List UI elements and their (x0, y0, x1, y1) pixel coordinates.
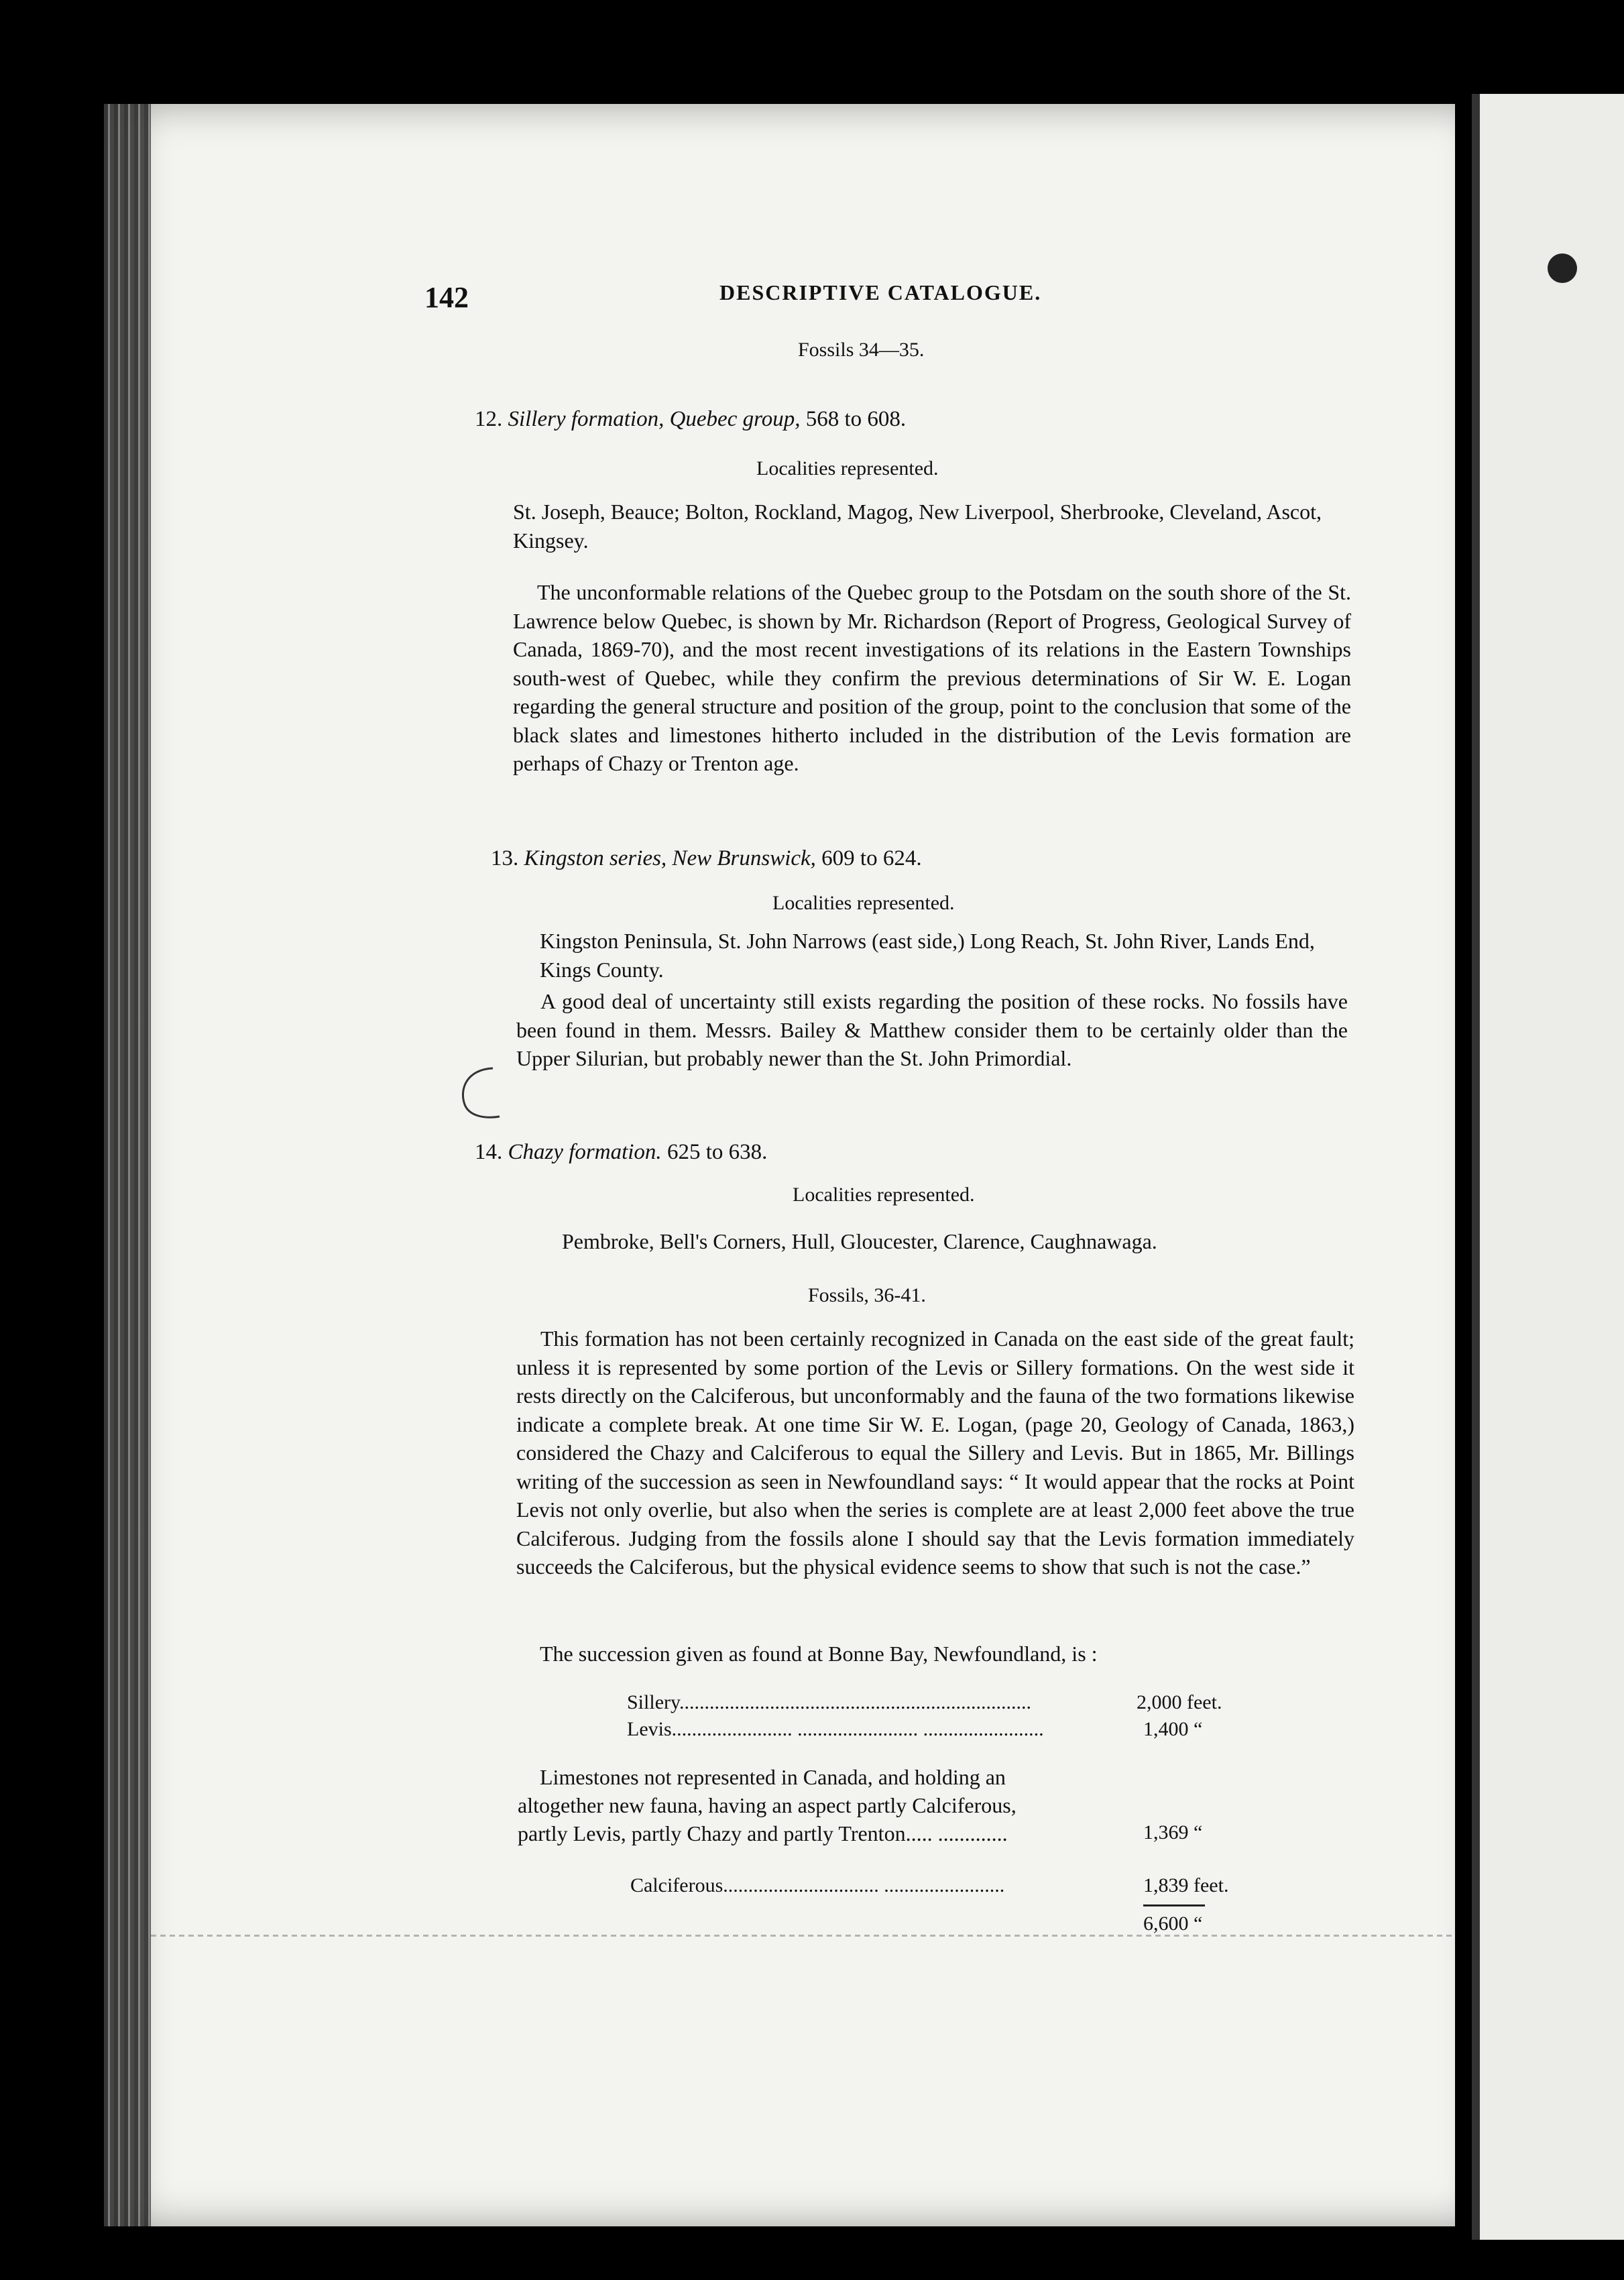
succession-intro: The succession given as found at Bonne Bay, Newfoundland, is : (540, 1642, 1098, 1666)
section-13-heading (491, 846, 922, 871)
succession-row (627, 1718, 1044, 1741)
section-12-paragraph: The unconformable relations of the Quebec group to the Potsdam on the south shore of the St. Lawrence below Quebec, is shown by Mr. Richardson (Report of Progress, Geological Survey of Canada, 1869-70), and the most recent investigations of its relations in the Eastern Townships south-west of Quebec, while they confirm the previous determinations of Sir W. E. Logan regarding the general structure and position of the group, point to the conclusion that some of the black slates and limestones hitherto included in the distribution of the Levis formation are perhaps of Chazy or Trenton age. (513, 580, 1351, 775)
localities-list: Pembroke, Bell's Corners, Hull, Gloucester, Clarence, Caughnawaga. (562, 1229, 1157, 1253)
section-range: 609 to 624. (821, 846, 922, 870)
row-leader: ........................ ........................ ........................ (671, 1718, 1044, 1740)
section-title: Chazy formation. (508, 1140, 662, 1164)
section-13-paragraph: A good deal of uncertainty still exists regarding the position of these rocks. No fossils have been found in them. Messrs. Bailey & Matthew consider them to be certainly older than the Upper Silurian, but probably newer than the St. John Primordial. (516, 989, 1348, 1070)
page-number: 142 (424, 281, 469, 314)
limestones-line-2: altogether new fauna, having an aspect partly Calciferous, (518, 1793, 1017, 1817)
localities-heading: Localities represented. (772, 892, 955, 914)
section-number: 13. (491, 846, 519, 870)
row-value: 1,839 feet. (1143, 1874, 1229, 1896)
row-value: 2,000 feet. (1137, 1691, 1222, 1713)
row-leader: ............................... ........................ (723, 1874, 1005, 1896)
row-value: 1,400 “ (1143, 1718, 1203, 1740)
row-label: Calciferous (630, 1874, 723, 1896)
localities-heading: Localities represented. (756, 457, 939, 479)
limestones-line-3: partly Levis, partly Chazy and partly Trenton..... ............. (518, 1821, 1008, 1845)
row-value: 1,369 “ (1143, 1821, 1203, 1843)
section-number: 12. (475, 407, 503, 431)
section-title: Kingston series, New Brunswick, (524, 846, 816, 870)
facing-page-edge (1472, 94, 1624, 2240)
total-value: 6,600 “ (1143, 1913, 1203, 1935)
fossils-range: Fossils 34—35. (798, 339, 925, 361)
section-14-paragraph: This formation has not been certainly recognized in Canada on the east side of the great fault; unless it is represented by some portion of the Levis or Sillery formations. On the west side it rests directly on the Calciferous, but unconformably and the fauna of the two formations likewise indicate a complete break. At one time Sir W. E. Logan, (page 20, Geology of Canada, 1863,) considered the Chazy and Calciferous to equal the Sillery and Levis. But in 1865, Mr. Billings writing of the succession as seen in Newfoundland says: “ It would appear that the rocks at Point Levis not only overlie, but also when the series is complete are at least 2,000 feet above the true Calciferous. Judging from the fossils alone I should say that the Levis formation immediately succeeds the Calciferous, but the physical evidence seems to show that such is not the case.” (516, 1326, 1354, 1579)
row-label: Sillery (627, 1691, 680, 1713)
section-14-heading (475, 1140, 767, 1165)
localities-list: St. Joseph, Beauce; Bolton, Rockland, Magog, New Liverpool, Sherbrooke, Cleveland, Ascot, Kingsey. (513, 500, 1322, 553)
localities-list: Kingston Peninsula, St. John Narrows (east side,) Long Reach, St. John River, Lands End, Kings County. (540, 929, 1315, 982)
succession-row (627, 1691, 1031, 1714)
row-leader: ...................................................................... (679, 1691, 1032, 1713)
section-12-heading (475, 407, 906, 432)
fossils-range: Fossils, 36-41. (808, 1284, 926, 1306)
binding-gutter (104, 104, 151, 2226)
running-head: DESCRIPTIVE CATALOGUE. (719, 280, 1042, 304)
ink-blot (1542, 248, 1582, 288)
section-number: 14. (475, 1140, 503, 1164)
succession-row (630, 1874, 1004, 1897)
fold-line (151, 1935, 1455, 1937)
section-range: 568 to 608. (805, 407, 907, 431)
localities-heading: Localities represented. (793, 1184, 975, 1206)
pencil-bracket-mark (453, 1063, 506, 1123)
row-label: Levis (627, 1718, 672, 1740)
section-title: Sillery formation, Quebec group, (508, 407, 801, 431)
sum-rule (1143, 1904, 1205, 1906)
section-range: 625 to 638. (666, 1140, 768, 1164)
limestones-line-1: Limestones not represented in Canada, and holding an (540, 1765, 1006, 1789)
